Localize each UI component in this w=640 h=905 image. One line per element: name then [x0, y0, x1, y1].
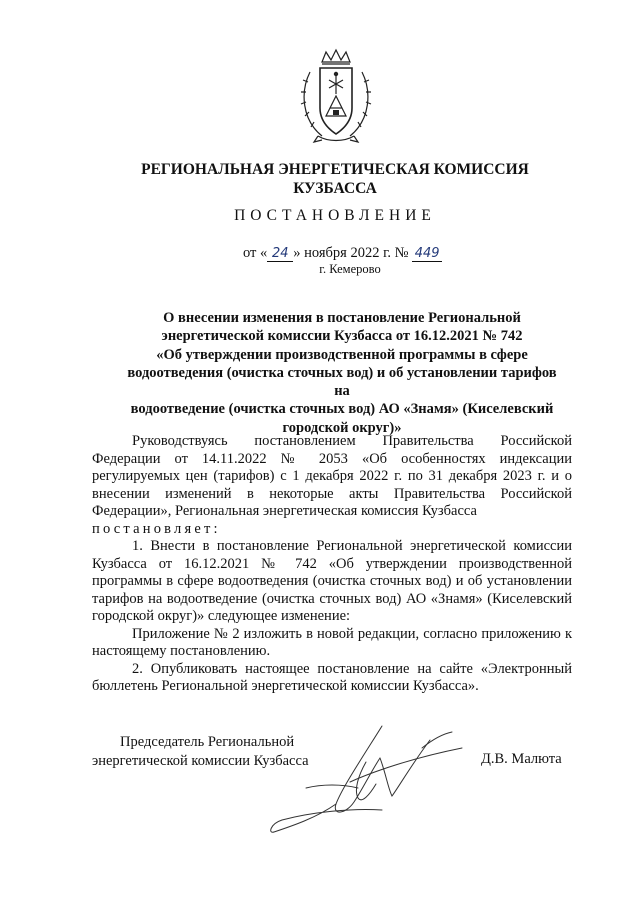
item-2-paragraph: 2. Опубликовать настоящее постановление на сайте «Электронный бюллетень Региональной энергетической комиссии Кузбасса».: [92, 660, 572, 694]
document-number-handwritten: 449: [412, 247, 442, 262]
subject-line: энергетической комиссии Кузбасса от 16.12.2021 № 742: [161, 328, 523, 345]
subject-line: «Об утверждении производственной программы в сфере: [156, 346, 528, 363]
handwritten-signature: [262, 718, 482, 848]
subject-line: О внесении изменения в постановление Региональной: [163, 310, 521, 326]
kuzbass-coat-of-arms-emblem: [296, 48, 376, 148]
signatory-name: Д.В. Малюта: [481, 751, 562, 767]
issuing-agency: [100, 160, 570, 198]
document-subject: [118, 309, 566, 437]
subject-line: водоотведение (очистка сточных вод) АО «Знамя» (Киселевский: [130, 401, 554, 418]
document-city: г. Кемерово: [319, 262, 381, 276]
document-body: [92, 433, 572, 696]
resolves-word: постановляет:: [92, 520, 221, 537]
document-date-line: [243, 245, 442, 262]
agency-name-line-2: КУЗБАССА: [293, 180, 377, 197]
subject-line: водоотведения (очистка сточных вод) и об установлении тарифов на: [127, 364, 557, 400]
preamble-paragraph: Руководствуясь постановлением Правительства Российской Федерации от 14.11.2022 № 2053 «Об особенностях индексации регулируемых цен (тарифов) с 1 декабря 2022 г. по 31 декабря 2023 г. и о внесении изменений в некоторые акты Правительства Российской Федерации», Региональная энергетическая комиссия Кузбасса: [92, 433, 572, 519]
date-middle: » ноября 2022 г. №: [293, 245, 409, 261]
item-1-paragraph: 1. Внести в постановление Региональной энергетической комиссии Кузбасса от 16.12.2021 № 742 «Об утверждении производственной программы в сфере водоотведения (очистка сточных вод) и об установлении тарифов на водоотведение (очистка сточных вод) АО «Знамя» (Киселевский городской округ)» следующее изменение:: [92, 538, 572, 624]
signatory-title-line-2: энергетической комиссии Кузбасса: [92, 752, 309, 769]
date-day-handwritten: 24: [267, 247, 293, 262]
document-type-heading: ПОСТАНОВЛЕНИЕ: [234, 207, 436, 224]
signatory-title-line-1: Председатель Региональной: [120, 734, 295, 750]
subject-line: городской округ)»: [282, 419, 402, 436]
agency-name-line-1: РЕГИОНАЛЬНАЯ ЭНЕРГЕТИЧЕСКАЯ КОМИССИЯ: [141, 161, 529, 178]
date-prefix: от «: [243, 245, 268, 261]
item-1-detail-paragraph: Приложение № 2 изложить в новой редакции, согласно приложению к настоящему постановлению.: [92, 625, 572, 659]
